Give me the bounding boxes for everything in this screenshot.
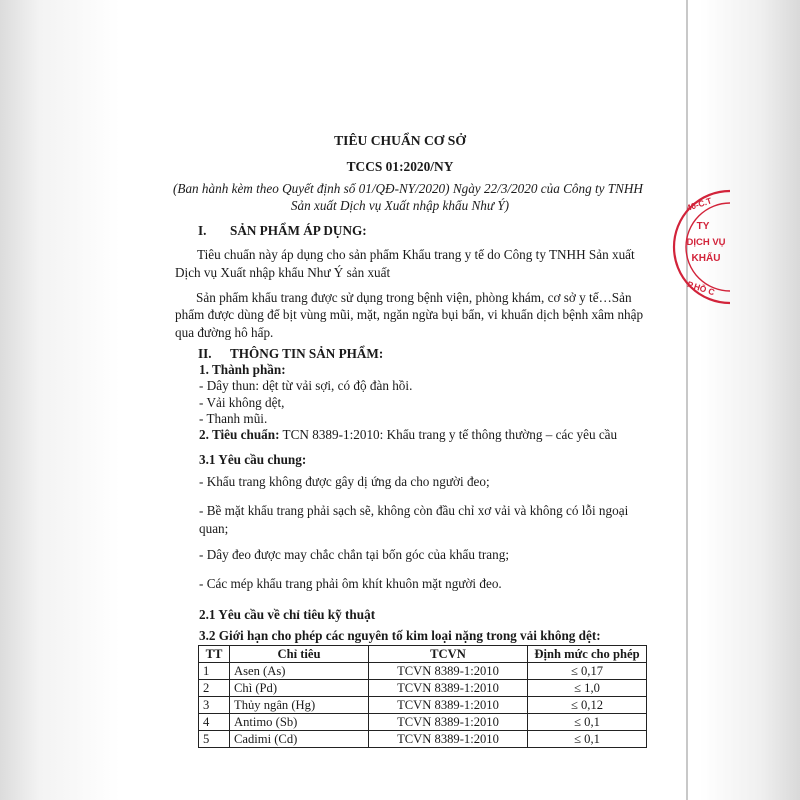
cell-tcvn: TCVN 8389-1:2010	[369, 697, 528, 714]
document-title: TIÊU CHUẨN CƠ SỞ	[334, 133, 466, 148]
item-1-label: 1. Thành phần:	[199, 362, 286, 377]
seal-text: 40-C.T	[685, 195, 713, 213]
section-2-heading: THÔNG TIN SẢN PHẨM:	[230, 346, 384, 361]
heavy-metal-limits-table	[198, 645, 647, 748]
table-row	[199, 731, 647, 748]
section-1-para-1-line-2: Dịch vụ Xuất nhập khẩu Như Ý sản xuất	[175, 265, 391, 280]
cell-tcvn: TCVN 8389-1:2010	[369, 714, 528, 731]
cell-tt: 5	[199, 731, 230, 748]
table-header-row	[199, 646, 647, 663]
item-2-text: TCN 8389-1:2010: Khẩu trang y tế thông thường – các yêu cầu	[279, 427, 618, 442]
column-header-tt: TT	[199, 646, 230, 663]
component-item: - Thanh mũi.	[199, 411, 268, 426]
cell-limit: ≤ 0,1	[528, 731, 647, 748]
cell-tt: 2	[199, 680, 230, 697]
cell-indicator: Cadimi (Cd)	[230, 731, 369, 748]
table-row	[199, 714, 647, 731]
table-row	[199, 663, 647, 680]
decree-line-1: (Ban hành kèm theo Quyết định số 01/QĐ-NY/2020) Ngày 22/3/2020 của Công ty TNHH	[173, 181, 643, 196]
cell-tcvn: TCVN 8389-1:2010	[369, 663, 528, 680]
section-1-number: I.	[198, 223, 207, 238]
seal-text: TY	[696, 221, 710, 232]
column-header-indicator: Chỉ tiêu	[230, 646, 369, 663]
cell-tt: 4	[199, 714, 230, 731]
table-row	[199, 697, 647, 714]
component-item: - Dây thun: dệt từ vải sợi, có độ đàn hồi.	[199, 378, 413, 393]
section-1-para-2-line-2: phẩm được dùng để bịt vùng mũi, mặt, ngăn ngừa bụi bẩn, vi khuẩn dịch bệnh xâm nhập	[175, 307, 644, 322]
cell-tcvn: TCVN 8389-1:2010	[369, 680, 528, 697]
cell-indicator: Asen (As)	[230, 663, 369, 680]
cell-limit: ≤ 0,12	[528, 697, 647, 714]
cell-limit: ≤ 0,17	[528, 663, 647, 680]
column-header-tcvn: TCVN	[369, 646, 528, 663]
section-1-heading: SẢN PHẨM ÁP DỤNG:	[230, 223, 367, 238]
section-2-number: II.	[198, 346, 212, 361]
table-row	[199, 680, 647, 697]
decree-line-2: Sản xuất Dịch vụ Xuất nhập khẩu Như Ý)	[290, 198, 510, 213]
cell-indicator: Chì (Pd)	[230, 680, 369, 697]
document-code: TCCS 01:2020/NY	[346, 159, 454, 174]
cell-limit: ≤ 0,1	[528, 714, 647, 731]
cell-tt: 3	[199, 697, 230, 714]
cell-tcvn: TCVN 8389-1:2010	[369, 731, 528, 748]
subsection-2-1-heading: 2.1 Yêu cầu về chỉ tiêu kỹ thuật	[199, 607, 376, 622]
cell-limit: ≤ 1,0	[528, 680, 647, 697]
requirement-item: - Các mép khẩu trang phải ôm khít khuôn mặt người đeo.	[199, 576, 502, 591]
component-item: - Vải không dệt,	[199, 395, 285, 410]
seal-text: DỊCH VỤ	[686, 237, 726, 248]
requirement-item: - Bề mặt khẩu trang phải sạch sẽ, không còn đầu chỉ xơ vải và không có lỗi ngoại	[199, 503, 629, 518]
seal-text: P.HỒ C	[685, 279, 716, 298]
section-1-para-2-line-3: qua đường hô hấp.	[175, 325, 274, 340]
cell-indicator: Thủy ngân (Hg)	[230, 697, 369, 714]
requirement-item: - Khẩu trang không được gây dị ứng da cho người đeo;	[199, 474, 490, 489]
company-seal-stamp	[670, 185, 730, 310]
requirement-item-continued: quan;	[199, 521, 229, 536]
item-2-label: 2. Tiêu chuẩn:	[199, 427, 280, 442]
column-header-limit: Định mức cho phép	[528, 646, 647, 663]
subsection-3-1-heading: 3.1 Yêu cầu chung:	[199, 452, 307, 467]
cell-tt: 1	[199, 663, 230, 680]
subsection-3-2-heading: 3.2 Giới hạn cho phép các nguyên tố kim loại nặng trong vải không dệt:	[199, 628, 601, 643]
cell-indicator: Antimo (Sb)	[230, 714, 369, 731]
section-1-para-1-line-1: Tiêu chuẩn này áp dụng cho sản phẩm Khẩu trang y tế do Công ty TNHH Sản xuất	[197, 247, 635, 262]
seal-text: KHẨU	[691, 253, 721, 264]
item-2-line	[199, 427, 617, 443]
requirement-item: - Dây đeo được may chắc chắn tại bốn góc của khẩu trang;	[199, 547, 509, 562]
section-1-para-2-line-1: Sản phẩm khẩu trang được sử dụng trong bệnh viện, phòng khám, cơ sở y tế…Sản	[196, 290, 632, 305]
